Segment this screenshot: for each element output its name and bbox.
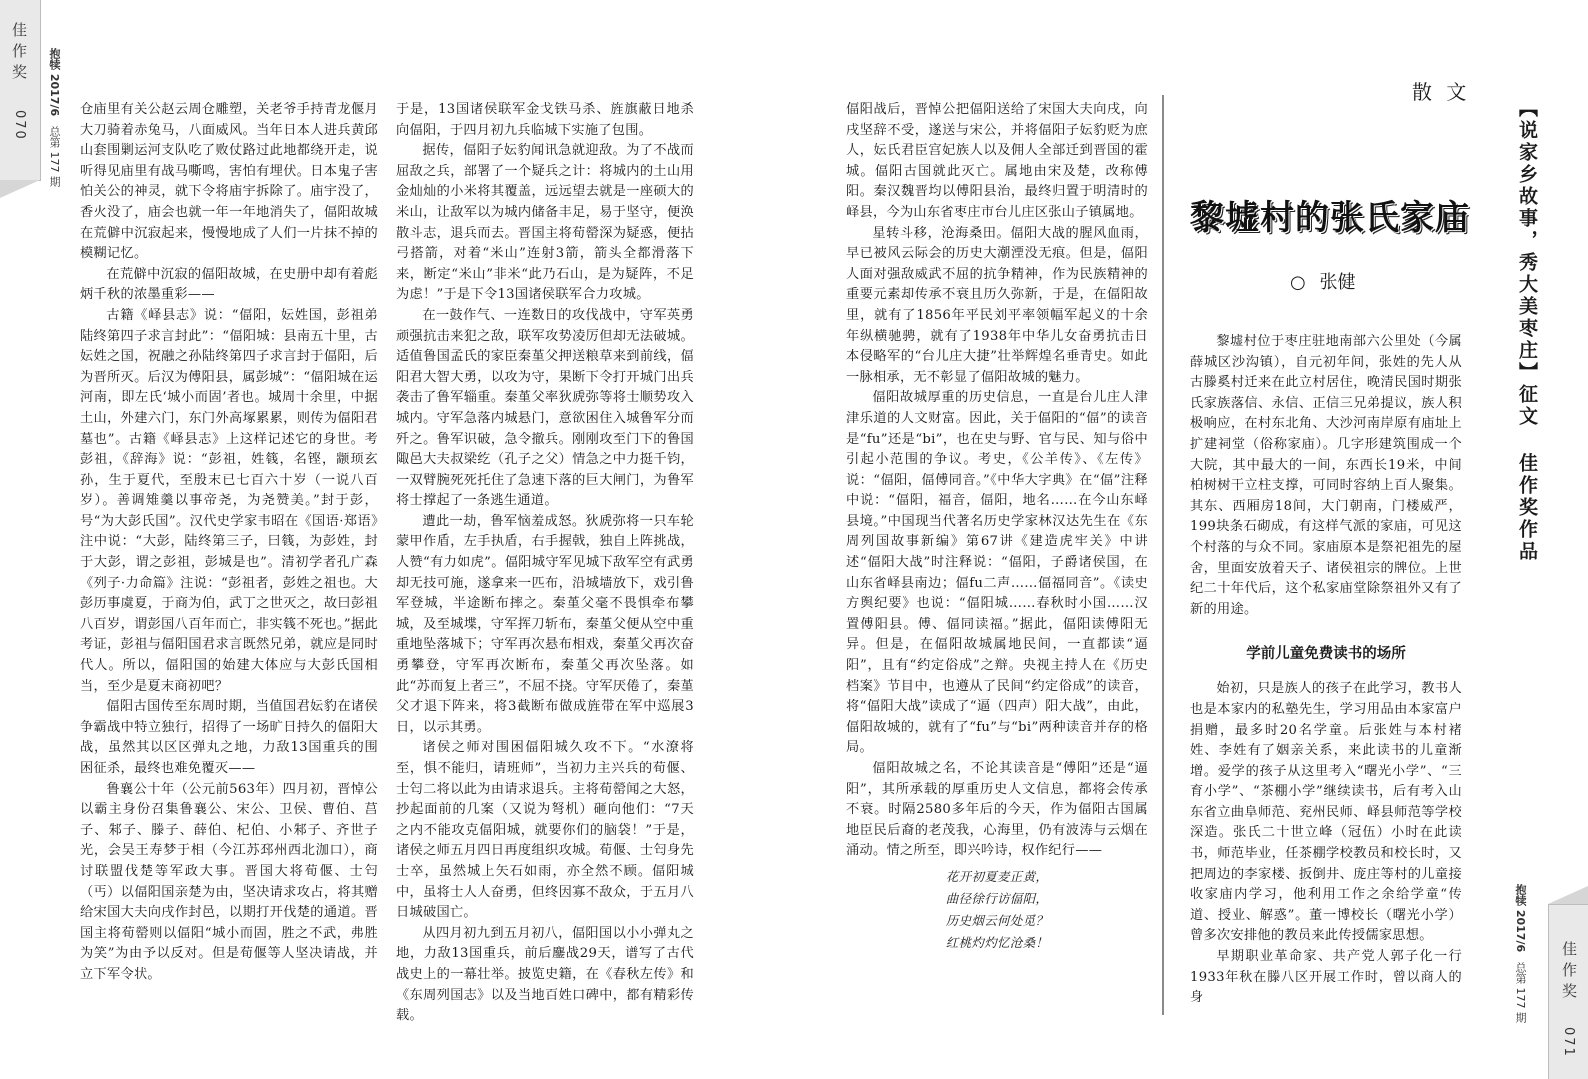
paragraph: 偪阳故城厚重的历史信息，一直是台儿庄人津津乐道的人文财富。因此，关于偪阳的“偪”的读音是“fu”还是“bi”，也在史与野、官与民、知与俗中引起小范围的争议。考史，《公羊传》、《左传》说：“偪阳，偪傅同音。”《中华大字典》在“偪”注释中说：“偪阳，福音，偪阳，地名……在今山东峄县境。”中国现当代著名历史学家林汉达先生在《东周列国故事新编》第67讲《建造虎牢关》中讲述“偪阳大战”时注释说：“偪阳，子爵诸侯国，在山东省峄县南边；偪fu二声……偪福同音”。《读史方舆纪要》也说：“偪阳城……春秋时小国……汉置傅阳县。傅、偪同读福。”据此，偪阳读傅阳无异。但是，在偪阳故城属地民间，一直都读“逼阳”，且有“约定俗成”之辩。央视主持人在《历史档案》节目中，也遵从了民间“约定俗成”的读音，将“偪阳大战”读成了“逼（四声）阳大战”，由此，偪阳故城的，就有了“fu”与“bi”两种读音并存的格局。 bbox=[846, 390, 1148, 756]
contest-caption: 【说家乡故事，秀大美枣庄】征文 佳作奖作品 bbox=[1516, 98, 1538, 563]
left-column-1 bbox=[80, 100, 378, 986]
paragraph: 鲁襄公十年（公元前563年）四月初，晋悼公以霸主身份召集鲁襄公、宋公、卫侯、曹伯、莒子、邾子、滕子、薛伯、杞伯、小邾子、齐世子光，会吴王寿梦于相（今江苏邳州西北泇口），商讨联盟伐楚等军政大事。晋国大将荀偃、士匄（丐）以偪阳国亲楚为由，坚决请求攻占，将其赠给宋国大夫向戌作封邑，以期打开伐楚的通道。晋国主将荀罃则以偪阳“城小而固，胜之不武，弗胜为笑”为由予以反对。但是荀偃等人坚决请战，并立下军令状。 bbox=[80, 781, 378, 982]
article-title: 黎墟村的张氏家庙 bbox=[1190, 198, 1470, 238]
paragraph: 仓庙里有关公赵云周仓雕塑，关老爷手持青龙偃月大刀骑着赤兔马，八面威风。当年日本人进兵黄邱山套围剿运河支队吃了败仗路过此地都绕开走，说听得见庙里有战马嘶鸣，害怕有埋伏。日本鬼子害怕关公的神灵，就下令将庙宇拆除了。庙宇没了，香火没了，庙会也就一年一年地消失了，偪阳故城在荒僻中沉寂起来，慢慢地成了人们一片抹不掉的模糊记忆。 bbox=[80, 102, 378, 262]
right-journal-info bbox=[1512, 884, 1528, 1023]
paragraph: 据传，偪阳子妘豹闻讯急就迎敌。为了不战而屈敌之兵，部署了一个疑兵之计：将城内的土山用金灿灿的小米将其覆盖，远远望去就是一座硕大的米山，让敌军以为城内储备丰足，易于坚守，便涣散斗志，退兵而去。晋国主将荀罃深为疑惑，便拈弓搭箭，对着“米山”连射3箭，箭头全都滑落下来，断定“米山”非米“此乃石山，是为疑阵，不足为虑！”于是下令13国诸侯联军合力攻城。 bbox=[396, 143, 694, 303]
article-divider-rule bbox=[1162, 95, 1164, 1015]
paragraph: 于是，13国诸侯联军金戈铁马杀、旌旗蔽日地杀向偪阳，于四月初九兵临城下实施了包围。 bbox=[396, 102, 694, 138]
left-corner-fold bbox=[0, 180, 40, 198]
right-column-4 bbox=[1190, 332, 1462, 1009]
left-tab-label: 佳作奖 bbox=[10, 22, 28, 85]
author-circle-icon: ○ bbox=[1290, 272, 1306, 293]
right-col3-body bbox=[846, 100, 1148, 862]
poem-line-2: 曲径徐行访偪阳， bbox=[945, 890, 1049, 906]
right-journal: 抱犊 2017/6 bbox=[1514, 884, 1527, 953]
right-corner-tab bbox=[1548, 904, 1588, 1079]
left-corner-tab bbox=[0, 0, 41, 181]
paragraph: 遭此一劫，鲁军恼羞成怒。狄虒弥将一只车轮蒙甲作盾，左手执盾，右手握戟，独自上阵挑战，人赞“有力如虎”。偪阳城守军见城下敌军空有武勇却无技可施，遂拿来一匹布，沿城墙放下，戏引鲁军登城，半途断布摔之。秦堇父毫不畏惧牵布攀城，及至城堞，守军挥刀斩布，秦堇父便从空中重重地坠落城下；守军再次悬布相戏，秦堇父再次奋勇攀登，守军再次断布，秦堇父再次坠落。如此“苏而复上者三”，不屈不挠。守军厌倦了，秦堇父才退下阵来，将3截断布做成旌带在军中巡展3日，以示其勇。 bbox=[396, 513, 694, 735]
paragraph: 诸侯之师对围困偪阳城久攻不下。“水潦将至，惧不能归，请班师”，当初力主兴兵的荀偃、士匄二将以此为由请求退兵。主将荀罃闻之大怒，抄起面前的几案（又说为弩机）砸向他们：“7天之内不能攻克偪阳城，就要你们的脑袋！”于是，诸侯之师五月四日再度组织攻城。荀偃、士匄身先士卒，虽然城上矢石如雨，亦全然不顾。偪阳城中，虽将士人人奋勇，但终因寡不敌众，于五月八日城破国亡。 bbox=[396, 740, 694, 921]
paragraph: 在荒僻中沉寂的偪阳故城，在史册中却有着彪炳千秋的浓墨重彩—— bbox=[80, 266, 378, 303]
right-tab-label: 佳作奖 bbox=[1560, 941, 1578, 1004]
subheading: 学前儿童免费读书的场所 bbox=[1246, 646, 1406, 663]
right-col4b-body bbox=[1190, 679, 1462, 1009]
poem-line-3: 历史烟云何处觅？ bbox=[945, 912, 1049, 928]
right-issue: 总第 177 期 bbox=[1514, 961, 1527, 1023]
paragraph: 从四月初九到五月初八，偪阳国以小小弹丸之地，力敌13国重兵，前后鏖战29天，谱写了古代战史上的一幕壮举。披览史籍，在《春秋左传》和《东周列国志》以及当地百姓口碑中，都有精彩传载。 bbox=[396, 925, 694, 1024]
poem-line-1: 花开初夏麦正黄， bbox=[945, 868, 1049, 884]
paragraph: 偪阳故城之名，不论其读音是“傅阳”还是“逼阳”，其所承载的厚重历史人文信息，都将会传承不衰。时隔2580多年后的今天，作为偪阳古国属地臣民后裔的老茂我，心海里，仍有波涛与云烟在涌动。情之所至，即兴吟诗，权作纪行—— bbox=[846, 761, 1148, 859]
paragraph: 早期职业革命家、共产党人郭子化一行1933年秋在滕八区开展工作时，曾以商人的身 bbox=[1190, 949, 1462, 1006]
paragraph: 偪阳古国传至东周时期，当值国君妘豹在诸侯争霸战中特立独行，招得了一场旷日持久的偪阳大战，虽然其以区区弹丸之地，力敌13国重兵的围困征杀，最终也难免覆灭—— bbox=[80, 699, 378, 776]
poem bbox=[846, 866, 1148, 954]
poem-line-4: 红桃灼灼忆沧桑！ bbox=[945, 934, 1049, 950]
left-col1-body bbox=[80, 100, 378, 986]
paragraph: 古籍《峄县志》说：“偪阳，妘姓国，彭祖弟陆终第四子求言封此”：“偪阳城：县南五十里，古妘姓之国，祝融之孙陆终第四子求言封于偪阳，后为晋所灭。后汉为傅阳县，属彭城”：“偪阳城在运河南，即左氏‘城小而固’者也。城周十余里，中据土山，外建六门，东门外高塚累累，则传为偪阳君墓也”。古籍《峄县志》上这样记述它的身世。考彭祖，《辞海》说：“彭祖，姓篯，名铿，颛顼玄孙，生于夏代，至殷末已七百六十岁（一说八百岁）。善调雉羹以事帝尧，为尧赞美。”封于彭，号“为大彭氏国”。汉代史学家韦昭在《国语·郑语》注中说：“大彭，陆终第三子，曰篯，为彭姓，封于大彭，谓之彭祖，彭城是也”。清初学者孔广森《列子·力命篇》注说：“彭祖者，彭姓之祖也。大彭历事虞夏，于商为伯，武丁之世灭之，故曰彭祖八百岁，谓彭国八百年而亡，非实篯不死也。”据此考证，彭祖与偪阳国君求言既然兄弟，就应是同时代人。所以，偪阳国的始建大体应与大彭氏国相当，至少是夏末商初吧？ bbox=[80, 307, 378, 694]
left-journal-info bbox=[46, 48, 62, 187]
author-name: 张健 bbox=[1319, 272, 1356, 293]
left-col2-body bbox=[396, 100, 694, 1027]
left-issue: 总第 177 期 bbox=[48, 125, 61, 187]
left-journal: 抱犊 2017/6 bbox=[48, 48, 61, 117]
right-corner-fold bbox=[1548, 886, 1588, 904]
paragraph: 始初，只是族人的孩子在此学习，教书人也是本家内的私塾先生，学习用品由本家富户捐赠，最多时20名学童。后张姓与本村褚姓、李姓有了姻亲关系，来此读书的儿童渐增。爱学的孩子从这里考入“曙光小学”、“三育小学”、“茶棚小学”继续读书，后有考入山东省立曲阜师范、兖州民师、峄县师范等学校深造。张氏二十世立峰（冠伍）小时在此读书，师范毕业，任茶棚学校教员和校长时，又把周边的李家楼、扳倒井、庞庄等村的儿童接收家庙内学习，他利用工作之余给学童“传道、授业、解惑”。董一博校长（曙光小学）曾多次安排他的教员来此传授儒家思想。 bbox=[1190, 681, 1462, 944]
left-column-2 bbox=[396, 100, 694, 1027]
left-page-number: 070 bbox=[12, 110, 27, 141]
paragraph: 黎墟村位于枣庄驻地南部六公里处（今属薛城区沙沟镇），自元初年间，张姓的先人从古滕奚村迁来在此立村居住，晚清民国时期张氏家族落信、永信、正信三兄弟提议，族人积极响应，在村东北角、大沙河南岸原有庙址上扩建祠堂（俗称家庙）。几字形建筑围成一个大院，其中最大的一间，东西长19米，中间柏树树干立柱支撑，可同时容纳上百人聚集。其东、西厢房18间，大门朝南，门楼威严，199块条石砌成，有这样气派的家庙，可见这个村落的与众不同。家庙原本是祭祀祖先的屋舍，里面安放着天子、诸侯祖宗的牌位。上世纪二十年代后，这个私家庙堂除祭祖外又有了新的用途。 bbox=[1190, 334, 1462, 617]
paragraph: 偪阳战后，晋悼公把偪阳送给了宋国大夫向戌，向戌坚辞不受，遂送与宋公，并将偪阳子妘豹贬为庶人，妘氏君臣宫妃族人以及佣人全部迁到晋国的霍城。偪阳古国就此灭亡。属地由宋及楚，改称傅阳。秦汉魏晋均以傅阳县治，最终归置于明清时的峄县，今为山东省枣庄市台儿庄区张山子镇属地。 bbox=[846, 102, 1148, 220]
right-page-number: 071 bbox=[1561, 1027, 1576, 1058]
author-line bbox=[1290, 268, 1355, 294]
paragraph: 星转斗移，沧海桑田。偪阳大战的腥风血雨，早已被风云际会的历史大潮湮没无痕。但是，偪阳人面对强敌威武不屈的抗争精神，作为民族精神的重要元素却传承不衰且历久弥新，于是，在偪阳故里，就有了1856年平民刘平率领幅军起义的十余年纵横驰骋，就有了1938年中华儿女奋勇抗击日本侵略军的“台儿庄大捷”壮举辉煌名垂青史。如此一脉相承，无不彰显了偪阳故城的魅力。 bbox=[846, 225, 1148, 385]
right-column-3 bbox=[846, 100, 1148, 954]
section-label: 散 文 bbox=[1412, 80, 1471, 104]
paragraph: 在一鼓作气、一连数日的攻伐战中，守军英勇顽强抗击来犯之敌，联军攻势凌厉但却无法破城。适值鲁国孟氏的家臣秦堇父押送粮草来到前线，偪阳君大智大勇，以攻为守，果断下令打开城门出兵袭击了鲁军辎重。秦堇父率狄虒弥等将士顺势攻入城内。守军急落内城悬门，意欲困住入城鲁军分而歼之。鲁军识破，急令撤兵。刚刚攻至门下的鲁国陬邑大夫叔梁纥（孔子之父）情急之中力挺千钧，一双臂腕死死托住了急速下落的巨大闸门，为鲁军将士撑起了一条逃生通道。 bbox=[396, 307, 694, 509]
right-col4-body bbox=[1190, 332, 1462, 620]
